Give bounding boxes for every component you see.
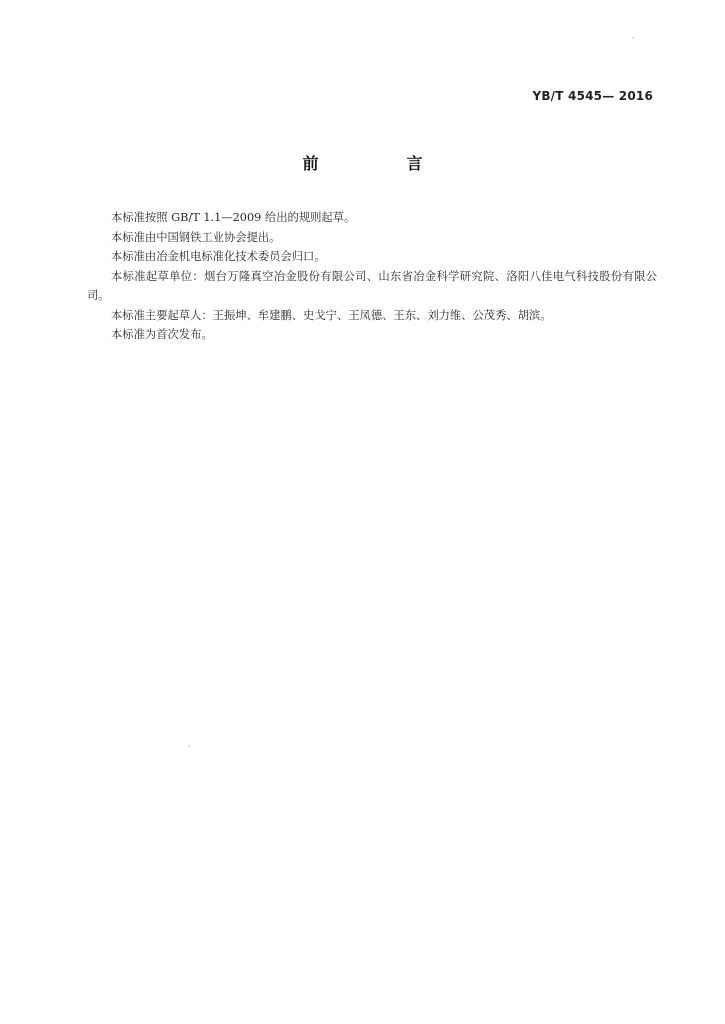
paragraph-first-release: 本标准为首次发布。 (111, 328, 213, 341)
foreword-body (87, 208, 657, 345)
paragraph-drafting-organizations: 本标准起草单位：烟台万隆真空冶金股份有限公司、山东省冶金科学研究院、洛阳八佳电气科技股份有限公司。 (87, 269, 657, 302)
paragraph-proposer: 本标准由中国钢铁工业协会提出。 (111, 230, 281, 244)
paragraph-centralized-by: 本标准由冶金机电标准化技术委员会归口。 (111, 250, 326, 263)
standard-code: YB/T 4545— 2016 (532, 89, 653, 103)
scan-speck (188, 745, 190, 747)
paragraph-drafting-rules: 本标准按照 GB/T 1.1—2009 给出的规则起草。 (111, 211, 356, 224)
paragraph-main-drafters: 本标准主要起草人：王振坤、牟建鹏、史戈宁、王凤德、王东、刘力维、公茂秀、胡滨。 (111, 308, 552, 322)
page-title: 前 言 (302, 154, 459, 173)
scan-speck (632, 37, 634, 39)
